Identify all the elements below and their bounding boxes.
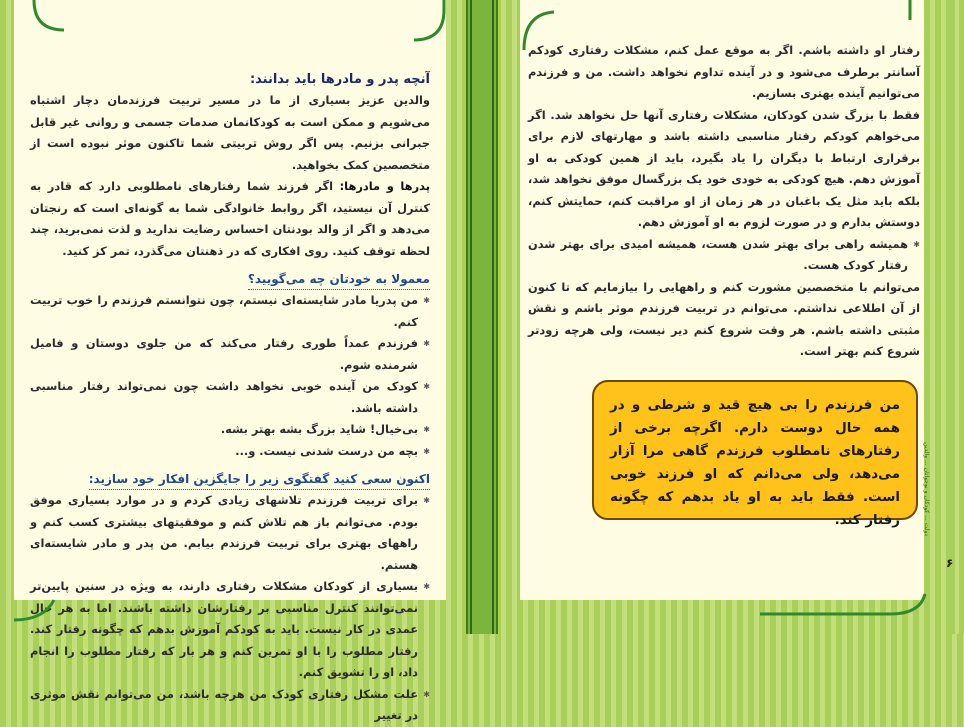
list-item: ✱ کودک من آینده خوبی نخواهد داشت چون نمی‌تواند رفتار مناسبی داشته باشد. <box>30 376 430 419</box>
section3-heading: اکنون سعی کنید گفتگوی زیر را جایگزین افکار خود سازید: <box>89 470 430 490</box>
left-page <box>14 0 446 722</box>
list-item: ✱ علت مشکل رفتاری کودک من هرچه باشد، من می‌توانم نقش موثری در تغییر <box>30 684 430 727</box>
spine-line <box>492 0 494 634</box>
section3-heading-wrap <box>30 468 430 490</box>
section2-list <box>30 290 430 462</box>
right-page-content <box>528 40 920 363</box>
list-item: ✱ برای تربیت فرزندم تلاشهای زیادی کردم و در موارد بسیاری موفق بودم. می‌توانم باز هم تلاش کنم و موفقیتهای بیشتری کسب کنم و راههای بهتری برای تربیت فرزندم بیابم. من پدر و مادر شایسته‌ای هستم. <box>30 490 430 576</box>
list-item: ✱ فرزندم عمداً طوری رفتار می‌کند که من جلوی دوستان و فامیل شرمنده شوم. <box>30 333 430 376</box>
side-caption: دولت ... کودکان و نوجوانان ... والدین <box>923 442 930 536</box>
callout-box: من فرزندم را بی هیچ قید و شرطی و در همه حال دوست دارم. اگرچه برخی از رفتارهای نامطلوب فرزندم گاهی مرا آزار می‌دهد، ولی می‌دانم که او فرزند خوبی است. فقط باید به او یاد بدهم که چگونه رفتار کند. <box>592 380 918 520</box>
right-paragraph-3: می‌توانم با متخصصین مشورت کنم و راههایی را بیازمایم که تا کنون از آن اطلاعی نداشتم. می‌توانم در تربیت فرزندم موثر باشم و نقش مثبتی داشته باشم. هر وقت شروع کنم دیر نیست، ولی هرچه زودتر شروع کنم بهتر است. <box>528 279 920 358</box>
right-bullet <box>528 234 920 277</box>
section2-heading: معمولا به خودتان چه می‌گویید؟ <box>248 270 430 290</box>
right-paragraph-2: فقط با بزرگ شدن کودکان، مشکلات رفتاری آنها حل نخواهد شد. اگر می‌خواهم کودکم رفتار مناسبی داشته باشد و مهارتهای لازم برای برقراری ارتباط با دیگران را یاد بگیرد، باید از همین کودکی به او آموزش دهم. هیچ کودکی به خودی خود یک بزرگسال موفق نخواهد شد، بلکه باید مثل یک باغبان در هر زمان از او مراقبت کنم، حمایتش کنم، دوستش بدارم و در صورت لزوم به او آموزش دهم. <box>528 107 920 229</box>
section1-paragraph: والدین عزیز بسیاری از ما در مسیر تربیت فرزندمان دچار اشتباه می‌شویم و ممکن است به کودکانمان صدمات جسمی و روانی غیر قابل جبرانی بزنیم. پس اگر روش تربیتی شما تاکنون موثر نبوده است از متخصصین کمک بخواهید. <box>30 93 430 172</box>
parents-lead: پدرها و مادرها: <box>339 179 430 193</box>
section3-list <box>30 490 430 727</box>
list-item: ✱ بسیاری از کودکان مشکلات رفتاری دارند، به ویژه در سنین پایین‌تر نمی‌توانند کنترل مناسبی بر رفتارشان داشته باشند. اما به هر حال عمدی در کار نیست. باید به کودکم آموزش بدهم که چگونه رفتار کند. رفتار مطلوب را با او تمرین کنم و هر بار که رفتار مطلوب را انجام داد، او را تشویق کنم. <box>30 576 430 684</box>
right-bottom-curve <box>760 594 930 634</box>
list-item: ✱ بچه من درست شدنی نیست. و... <box>30 441 430 463</box>
spine-line <box>470 0 472 634</box>
list-item: ✱ من پدریا مادر شایسته‌ای نیستم، چون نتوانستم فرزندم را خوب تربیت کنم. <box>30 290 430 333</box>
section2-heading-wrap <box>30 268 430 290</box>
list-item: ✱ بی‌خیال! شاید بزرگ بشه بهتر بشه. <box>30 419 430 441</box>
list-item: ✱ همیشه راهی برای بهتر شدن هست، همیشه امیدی برای بهتر شدن رفتار کودک هست. <box>528 234 920 277</box>
parents-text: اگر فرزند شما رفتارهای نامطلوبی دارد که قادر به کنترل آن نیستید، اگر روابط خانوادگی شما به گونه‌ای است که رنجتان می‌دهد و اگر از والد بودنتان احساس رضایت ندارید و لذت نمی‌برید، چند لحظه توقف کنید. روی افکاری که در ذهنتان می‌گذرد، تمر کز کنید. <box>30 179 430 258</box>
side-strip <box>950 0 964 634</box>
left-page-content <box>30 70 430 727</box>
section1-heading: آنچه پدر و مادرها باید بدانند: <box>249 72 430 87</box>
right-paragraph-1: رفتار او داشته باشم. اگر به موقع عمل کنم، مشکلات رفتاری کودکم آسانتر برطرف می‌شود و در آینده تداوم نخواهد داشت. من و فرزندم می‌توانیم آینده بهتری بسازیم. <box>528 43 920 100</box>
page-number: ۶ <box>946 556 954 570</box>
section1-parents-paragraph <box>30 176 430 262</box>
